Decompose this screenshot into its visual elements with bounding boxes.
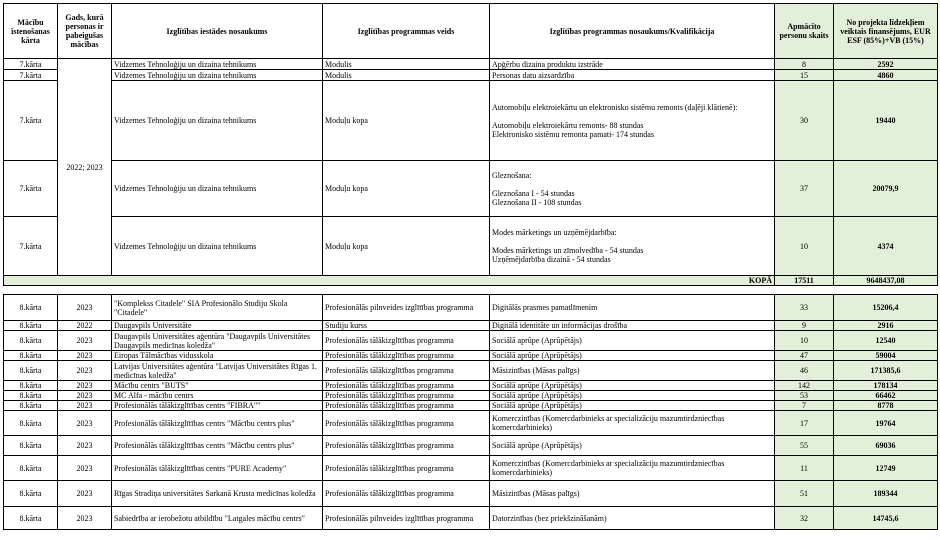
cell-gads: 2023 (58, 436, 112, 456)
cell-iestade: Profesionālās tālākizglītības centrs "FIBRA"" (112, 401, 323, 411)
total-label: KOPĀ (4, 276, 775, 286)
cell-finansejums: 12749 (834, 456, 938, 481)
cell-gads: 2023 (58, 381, 112, 391)
cell-veids: Modulis (323, 70, 490, 81)
cell-skaits: 46 (775, 361, 834, 381)
nosaukums-line: Elektronisko sistēmu remonta pamati- 174 stundas (492, 129, 654, 139)
table-row (4, 456, 938, 481)
table-row (4, 361, 938, 381)
cell-karta: 8.kārta (4, 361, 58, 381)
table-row (4, 411, 938, 436)
table-row (4, 381, 938, 391)
table-row (4, 351, 938, 361)
cell-skaits: 53 (775, 391, 834, 401)
nosaukums-line: Uzņēmējdarbība dizainā - 54 stundas (492, 255, 611, 264)
cell-nosaukums (490, 217, 775, 276)
cell-skaits: 47 (775, 351, 834, 361)
table-row (4, 481, 938, 507)
cell-nosaukums: Māsizinības (Māsas palīgs) (490, 361, 775, 381)
cell-gads: 2023 (58, 361, 112, 381)
cell-skaits: 11 (775, 456, 834, 481)
cell-iestade: Profesionālās tālākizglītības centrs "PURE Academy" (112, 456, 323, 481)
total-row (4, 276, 938, 286)
nosaukums-line: Automobiļu elektroiekārtu un elektronisko sistēmu remonts (daļēji klātienē): (492, 102, 738, 112)
cell-gads: 2023 (58, 481, 112, 507)
cell-iestade: Latvijas Universitātes aģentūra "Latvijas Universitātes Rīgas 1. medicīnas koledža" (112, 361, 323, 381)
cell-gads: 2023 (58, 456, 112, 481)
cell-gads-merged: 2022; 2023 (58, 59, 112, 276)
cell-karta: 8.kārta (4, 507, 58, 530)
nosaukums-line: Modes mārketings un uzņēmējdarbība: (492, 228, 617, 237)
cell-veids: Modulis (323, 59, 490, 70)
cell-skaits: 17 (775, 411, 834, 436)
total-skaits: 17511 (775, 276, 834, 286)
cell-finansejums: 4860 (834, 70, 938, 81)
cell-nosaukums: Komerczinības (Komercdarbinieks ar specializāciju mazumtirdzniecības komercdarbinieks) (490, 411, 775, 436)
cell-iestade: Eiropas Tālmācības vidusskola (112, 351, 323, 361)
cell-nosaukums: Sociālā aprūpe (Aprūpētājs) (490, 381, 775, 391)
cell-nosaukums: Datorzinības (bez priekšzināšanām) (490, 507, 775, 530)
table-row (4, 70, 938, 81)
cell-veids: Profesionālās tālākizglītības programma (323, 401, 490, 411)
cell-nosaukums: Komerczinības (Komercdarbinieks ar specializāciju mazumtirdzniecības komercdarbinieks) (490, 456, 775, 481)
cell-veids: Profesionālās tālākizglītības programma (323, 381, 490, 391)
cell-finansejums: 14745,6 (834, 507, 938, 530)
cell-iestade: Vidzemes Tehnoloģiju un dizaina tehnikums (112, 161, 323, 217)
cell-finansejums: 12540 (834, 331, 938, 351)
cell-finansejums: 2592 (834, 59, 938, 70)
table-row (4, 321, 938, 331)
header-gads: Gads, kurā personas ir pabeigušas mācības (58, 4, 112, 59)
cell-veids: Profesionālās pilnveides izglītības programma (323, 295, 490, 321)
cell-nosaukums (490, 81, 775, 161)
table-8-karta (3, 294, 938, 530)
cell-finansejums: 189344 (834, 481, 938, 507)
header-iestade: Izglītības iestādes nosaukums (112, 4, 323, 59)
cell-karta: 8.kārta (4, 321, 58, 331)
cell-gads: 2023 (58, 507, 112, 530)
cell-nosaukums: Digitālā identitāte un informācijas drošība (490, 321, 775, 331)
cell-veids: Profesionālās tālākizglītības programma (323, 436, 490, 456)
cell-skaits: 7 (775, 401, 834, 411)
cell-skaits: 10 (775, 217, 834, 276)
cell-veids: Profesionālās tālākizglītības programma (323, 481, 490, 507)
table-row (4, 161, 938, 217)
cell-nosaukums: Sociālā aprūpe (Aprūpētājs) (490, 331, 775, 351)
cell-gads: 2023 (58, 391, 112, 401)
cell-skaits: 8 (775, 59, 834, 70)
header-veids: Izglītības programmas veids (323, 4, 490, 59)
cell-finansejums: 59004 (834, 351, 938, 361)
nosaukums-line: Gleznošana I - 54 stundas (492, 188, 575, 198)
cell-gads: 2022 (58, 321, 112, 331)
cell-finansejums: 66462 (834, 391, 938, 401)
cell-karta: 8.kārta (4, 391, 58, 401)
cell-karta: 8.kārta (4, 481, 58, 507)
cell-iestade: "Komplekss Citadele" SIA Profesionālo Studiju Skola "Citadele" (112, 295, 323, 321)
cell-iestade: Daugavpils Universitāte (112, 321, 323, 331)
cell-iestade: Rīgas Stradiņa universitātes Sarkanā Krusta medicīnas koledža (112, 481, 323, 507)
cell-iestade: Vidzemes Tehnoloģiju un dizaina tehnikums (112, 81, 323, 161)
cell-karta: 8.kārta (4, 436, 58, 456)
cell-nosaukums: Sociālā aprūpe (Aprūpētājs) (490, 401, 775, 411)
nosaukums-line: Automobiļu elektroiekārtu remonts- 88 stundas (492, 120, 644, 130)
table-row (4, 217, 938, 276)
cell-karta: 7.kārta (4, 81, 58, 161)
cell-nosaukums: Sociālā aprūpe (Aprūpētājs) (490, 436, 775, 456)
cell-finansejums: 2916 (834, 321, 938, 331)
table-row (4, 331, 938, 351)
table-row (4, 81, 938, 161)
table-row (4, 436, 938, 456)
cell-veids: Moduļu kopa (323, 161, 490, 217)
cell-veids: Profesionālās tālākizglītības programma (323, 456, 490, 481)
cell-karta: 7.kārta (4, 59, 58, 70)
nosaukums-line: Gleznošana: (492, 170, 532, 180)
cell-skaits: 33 (775, 295, 834, 321)
cell-veids: Profesionālās tālākizglītības programma (323, 331, 490, 351)
header-nosaukums: Izglītības programmas nosaukums/Kvalifikācija (490, 4, 775, 59)
header-karta: Mācību īstenošanas kārta (4, 4, 58, 59)
cell-skaits: 15 (775, 70, 834, 81)
cell-skaits: 55 (775, 436, 834, 456)
cell-veids: Studiju kurss (323, 321, 490, 331)
cell-nosaukums: Personas datu aizsardzība (490, 70, 775, 81)
table-7-karta (3, 3, 938, 286)
cell-finansejums: 178134 (834, 381, 938, 391)
cell-veids: Moduļu kopa (323, 217, 490, 276)
cell-iestade: Mācību centrs "BUTS" (112, 381, 323, 391)
cell-finansejums: 19764 (834, 411, 938, 436)
cell-veids: Profesionālās pilnveides izglītības programma (323, 507, 490, 530)
table-row (4, 507, 938, 530)
cell-skaits: 30 (775, 81, 834, 161)
cell-gads: 2023 (58, 351, 112, 361)
cell-iestade: Vidzemes Tehnoloģiju un dizaina tehnikums (112, 217, 323, 276)
cell-finansejums: 20079,9 (834, 161, 938, 217)
cell-skaits: 142 (775, 381, 834, 391)
cell-veids: Profesionālās tālākizglītības programma (323, 391, 490, 401)
cell-iestade: MC Alfa - mācību centrs (112, 391, 323, 401)
cell-finansejums: 19440 (834, 81, 938, 161)
cell-karta: 8.kārta (4, 401, 58, 411)
header-finansejums: No projekta līdzekļiem veiktais finansējums, EUR ESF (85%)+VB (15%) (834, 4, 938, 59)
cell-iestade: Vidzemes Tehnoloģiju un dizaina tehnikums (112, 70, 323, 81)
cell-iestade: Profesionālās tālākizglītības centrs "Mācību centrs plus" (112, 436, 323, 456)
cell-skaits: 9 (775, 321, 834, 331)
cell-nosaukums (490, 161, 775, 217)
cell-nosaukums: Digitālās prasmes pamatlīmenim (490, 295, 775, 321)
cell-karta: 8.kārta (4, 295, 58, 321)
cell-karta: 7.kārta (4, 161, 58, 217)
cell-finansejums: 15206,4 (834, 295, 938, 321)
cell-finansejums: 69036 (834, 436, 938, 456)
cell-skaits: 51 (775, 481, 834, 507)
table-row (4, 391, 938, 401)
cell-gads: 2023 (58, 411, 112, 436)
cell-skaits: 37 (775, 161, 834, 217)
cell-karta: 8.kārta (4, 456, 58, 481)
cell-finansejums: 8778 (834, 401, 938, 411)
header-skaits: Apmācīto personu skaits (775, 4, 834, 59)
cell-iestade: Daugavpils Universitātes aģentūra "Daugavpils Universitātes Daugavpils medicīnas koledža" (112, 331, 323, 351)
cell-nosaukums: Sociālā aprūpe (Aprūpētājs) (490, 351, 775, 361)
cell-skaits: 10 (775, 331, 834, 351)
cell-gads: 2023 (58, 295, 112, 321)
cell-karta: 8.kārta (4, 351, 58, 361)
nosaukums-line: Gleznošana II - 108 stundas (492, 197, 582, 207)
table-header-row (4, 4, 938, 59)
cell-veids: Moduļu kopa (323, 81, 490, 161)
cell-iestade: Vidzemes Tehnoloģiju un dizaina tehnikums (112, 59, 323, 70)
cell-nosaukums: Sociālā aprūpe (Aprūpētājs) (490, 391, 775, 401)
table-row (4, 401, 938, 411)
cell-karta: 8.kārta (4, 411, 58, 436)
cell-veids: Profesionālās tālākizglītības programma (323, 411, 490, 436)
cell-skaits: 32 (775, 507, 834, 530)
cell-karta: 8.kārta (4, 381, 58, 391)
cell-finansejums: 4374 (834, 217, 938, 276)
nosaukums-line: Modes mārketings un zīmolvedība - 54 stundas (492, 246, 644, 255)
cell-gads: 2023 (58, 331, 112, 351)
cell-finansejums: 171385,6 (834, 361, 938, 381)
cell-nosaukums: Apģērbu dizaina produktu izstrāde (490, 59, 775, 70)
cell-iestade: Sabiedrība ar ierobežotu atbildību "Latgales mācību centrs" (112, 507, 323, 530)
cell-karta: 8.kārta (4, 331, 58, 351)
total-finansejums: 9648437,08 (834, 276, 938, 286)
table-row (4, 59, 938, 70)
cell-nosaukums: Māsizinības (Māsas palīgs) (490, 481, 775, 507)
cell-iestade: Profesionālās tālākizglītības centrs "Mācību centrs plus" (112, 411, 323, 436)
cell-veids: Profesionālās tālākizglītības programma (323, 351, 490, 361)
table-row (4, 295, 938, 321)
cell-gads: 2023 (58, 401, 112, 411)
cell-karta: 7.kārta (4, 70, 58, 81)
cell-karta: 7.kārta (4, 217, 58, 276)
cell-veids: Profesionālās tālākizglītības programma (323, 361, 490, 381)
